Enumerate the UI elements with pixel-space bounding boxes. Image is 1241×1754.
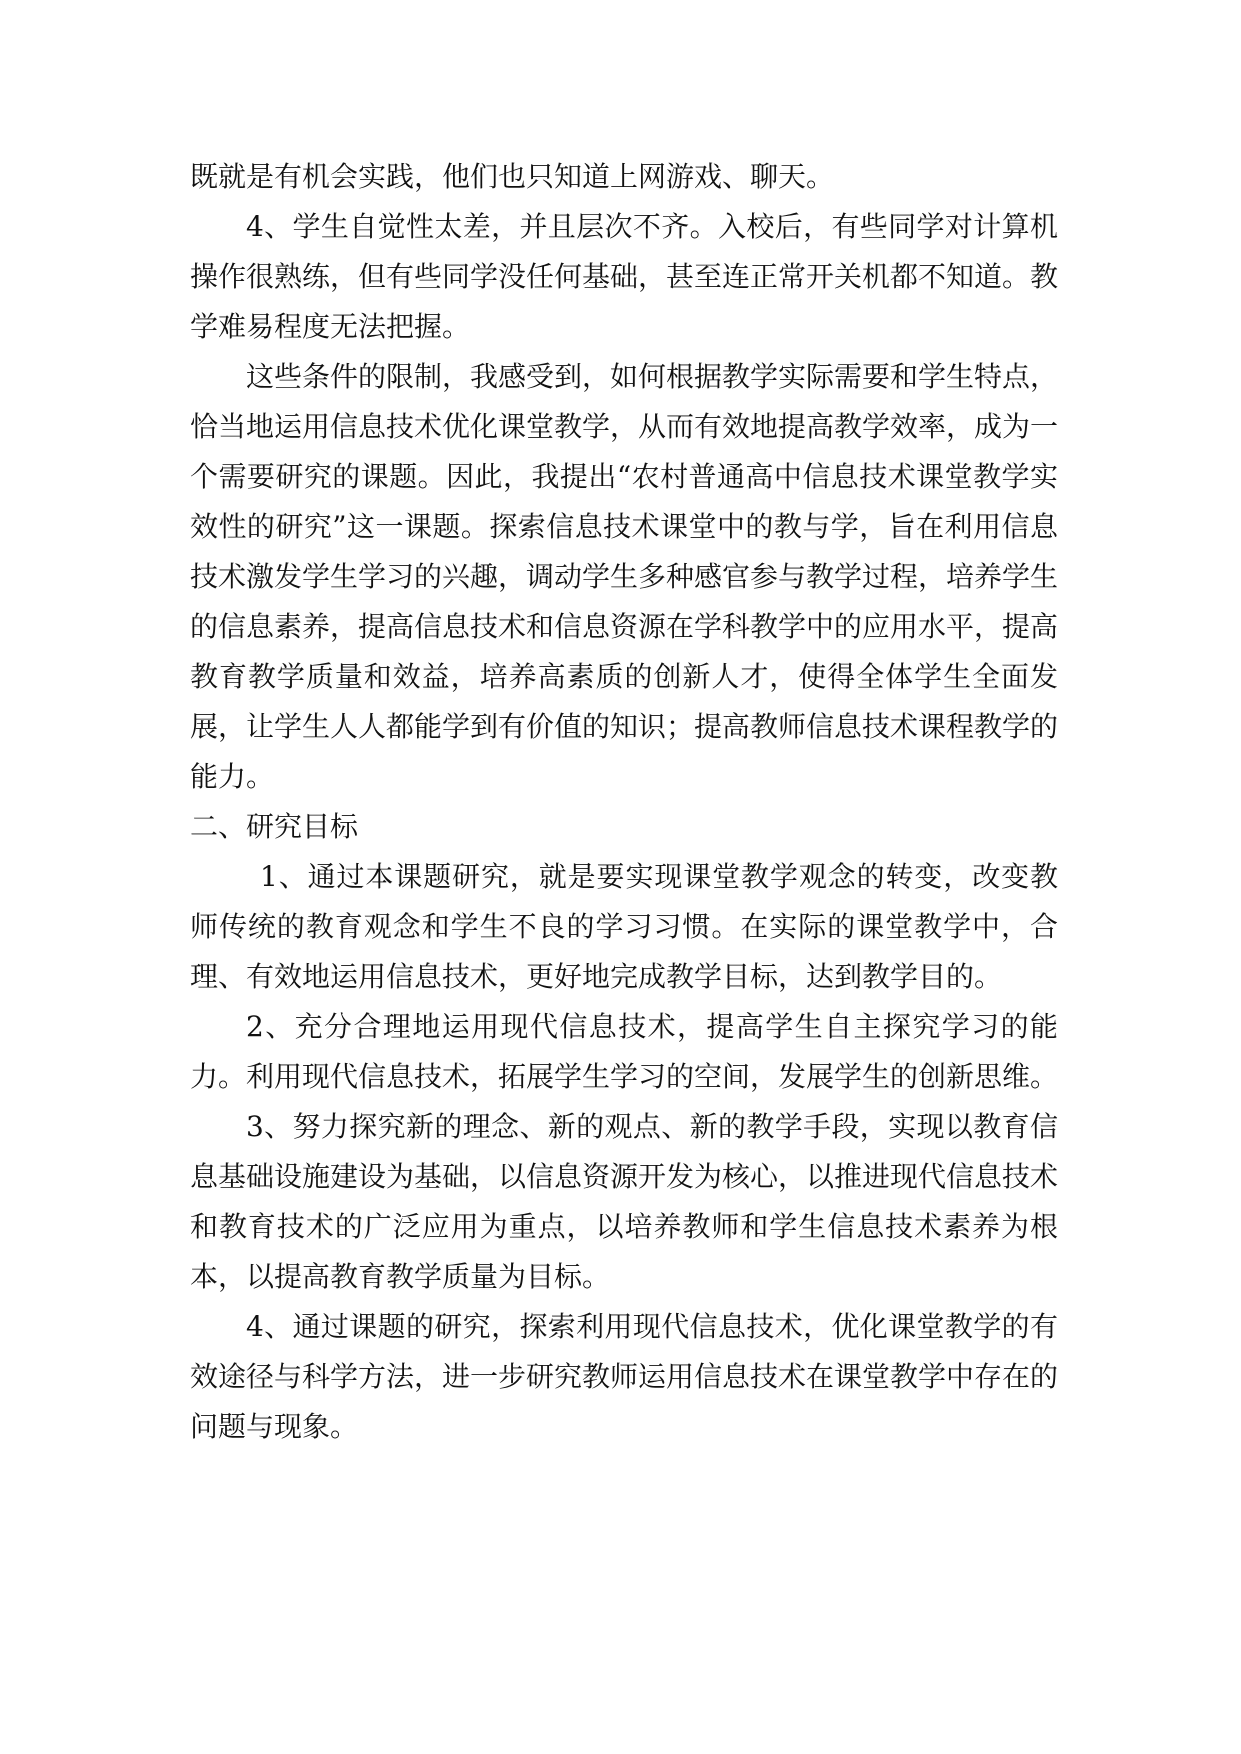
section-heading-research-goals: 二、研究目标	[190, 810, 359, 843]
paragraph-goal-3: 3、努力探究新的理念、新的观点、新的教学手段，实现以教育信息基础设施建设为基础，以信息资源开发为核心，以推进现代信息技术和教育技术的广泛应用为重点，以培养教师和学生信息技术素养为根本，以提高教育教学质量为目标。	[190, 1110, 1059, 1293]
paragraph-item-4-student-discipline: 4、学生自觉性太差，并且层次不齐。入校后，有些同学对计算机操作很熟练，但有些同学没任何基础，甚至连正常开关机都不知道。教学难易程度无法把握。	[190, 210, 1059, 343]
paragraph-goal-1: 1、通过本课题研究，就是要实现课堂教学观念的转变，改变教师传统的教育观念和学生不良的学习习惯。在实际的课堂教学中，合理、有效地运用信息技术，更好地完成教学目标，达到教学目的。	[190, 860, 1058, 993]
document-body	[190, 152, 1058, 1452]
paragraph-goal-4: 4、通过课题的研究，探索利用现代信息技术，优化课堂教学的有效途径与科学方法，进一步研究教师运用信息技术在课堂教学中存在的问题与现象。	[190, 1310, 1059, 1443]
paragraph-research-rationale: 这些条件的限制，我感受到，如何根据教学实际需要和学生特点，恰当地运用信息技术优化课堂教学，从而有效地提高教学效率，成为一个需要研究的课题。因此，我提出“农村普通高中信息技术课堂教学实效性的研究”这一课题。探索信息技术课堂中的教与学，旨在利用信息技术激发学生学习的兴趣，调动学生多种感官参与教学过程，培养学生的信息素养，提高信息技术和信息资源在学科教学中的应用水平，提高教育教学质量和效益，培养高素质的创新人才，使得全体学生全面发展，让学生人人都能学到有价值的知识；提高教师信息技术课程教学的能力。	[190, 360, 1059, 793]
paragraph-goal-2: 2、充分合理地运用现代信息技术，提高学生自主探究学习的能力。利用现代信息技术，拓展学生学习的空间，发展学生的创新思维。	[190, 1010, 1059, 1093]
paragraph-continuation: 既就是有机会实践，他们也只知道上网游戏、聊天。	[190, 160, 835, 193]
